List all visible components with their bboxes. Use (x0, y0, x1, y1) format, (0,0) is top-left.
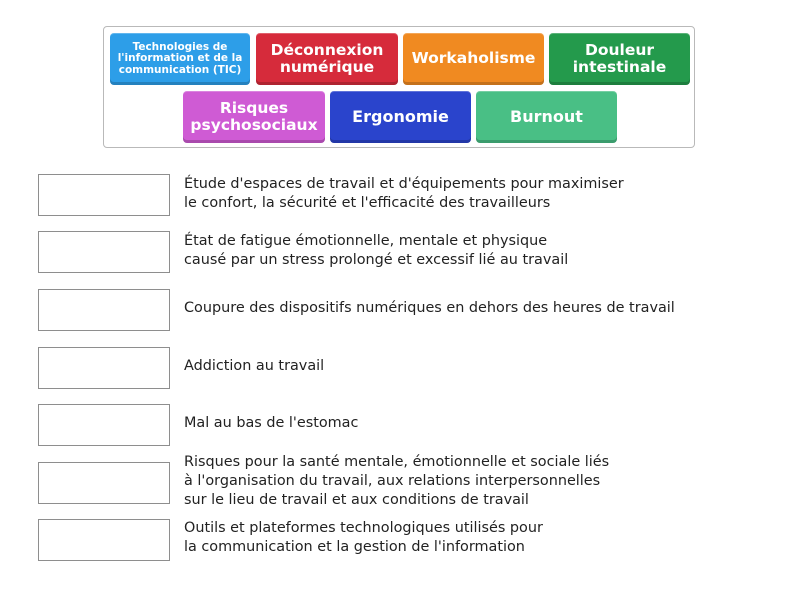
tile-label: Ergonomie (352, 107, 449, 127)
definition-2: État de fatigue émotionnelle, mentale et physique causé par un stress prolongé et excessif lié au travail (184, 233, 569, 268)
drop-slot-2[interactable] (38, 231, 170, 273)
tile-deconnexion-numerique[interactable] (256, 33, 398, 85)
definition-6: Risques pour la santé mentale, émotionnelle et sociale liés à l'organisation du travail, aux relations interpersonnelles sur le lieu de travail et aux conditions de travail (184, 454, 610, 508)
drop-slot-6[interactable] (38, 462, 170, 504)
definition-1: Étude d'espaces de travail et d'équipements pour maximiser le confort, la sécurité et l'efficacité des travailleurs (184, 176, 624, 211)
tile-burnout[interactable] (476, 91, 617, 143)
drop-slot-7[interactable] (38, 519, 170, 561)
definition-7: Outils et plateformes technologiques utilisés pour la communication et la gestion de l'information (184, 520, 543, 555)
drop-slot-4[interactable] (38, 347, 170, 389)
definition-5: Mal au bas de l'estomac (184, 415, 359, 431)
tile-label: Déconnexion numérique (270, 40, 384, 76)
tile-douleur-intestinale[interactable] (549, 33, 690, 85)
tile-label: Douleur intestinale (572, 40, 667, 76)
drop-slot-5[interactable] (38, 404, 170, 446)
definition-3: Coupure des dispositifs numériques en dehors des heures de travail (184, 300, 675, 316)
definition-4: Addiction au travail (184, 358, 325, 374)
tile-label: Workaholisme (411, 49, 536, 68)
tile-label: Risques psychosociaux (190, 98, 318, 134)
tile-workaholisme[interactable] (403, 33, 544, 85)
tile-tic[interactable] (110, 33, 250, 85)
tile-ergonomie[interactable] (330, 91, 471, 143)
tile-label: Burnout (510, 107, 583, 127)
tile-label: Technologies de l'information et de la communication (TIC) (117, 41, 243, 76)
tile-risques-psychosociaux[interactable] (183, 91, 325, 143)
answer-bank (103, 26, 695, 148)
drop-slot-3[interactable] (38, 289, 170, 331)
drop-slot-1[interactable] (38, 174, 170, 216)
